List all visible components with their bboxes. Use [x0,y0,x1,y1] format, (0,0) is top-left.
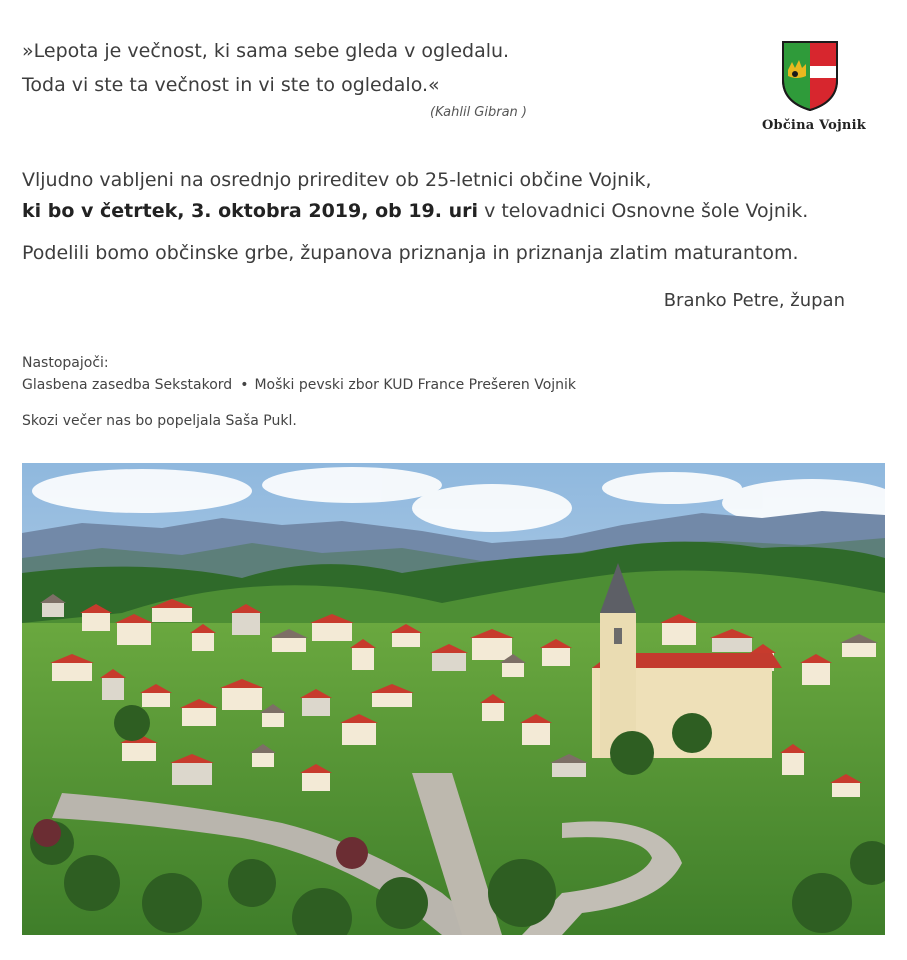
invitation-text [22,165,808,227]
performer-item: Moški pevski zbor KUD France Prešeren Vojnik [254,377,577,393]
event-date: ki bo v četrtek, 3. oktobra 2019, ob 19. uri [22,200,479,222]
performers-heading: Nastopajoči: [22,355,109,371]
municipality-logo [762,40,866,133]
performer-item: Glasbena zasedba Sekstakord [22,377,233,393]
village-photo [22,463,885,935]
quote-line-1: »Lepota je večnost, ki sama sebe gleda v ogledalu. [22,40,510,62]
quote-author: (Kahlil Gibran ) [430,105,527,120]
coat-of-arms-icon [781,40,839,112]
performers-list [22,377,576,393]
invitation-line-2 [22,196,808,227]
logo-label: Občina Vojnik [762,118,866,133]
event-venue: v telovadnici Osnovne šole Vojnik. [478,200,809,222]
village-aerial-photo [22,463,885,935]
host-text: Skozi večer nas bo popeljala Saša Pukl. [22,413,297,429]
opening-quote [22,34,509,102]
awards-text: Podelili bomo občinske grbe, županova priznanja in priznanja zlatim maturantom. [22,242,799,264]
quote-line-2: Toda vi ste ta večnost in vi ste to ogledalo.« [22,74,440,96]
separator-bullet: • [240,377,249,393]
invitation-line-1: Vljudno vabljeni na osrednjo prireditev ob 25-letnici občine Vojnik, [22,169,652,191]
signature: Branko Petre, župan [663,290,845,311]
